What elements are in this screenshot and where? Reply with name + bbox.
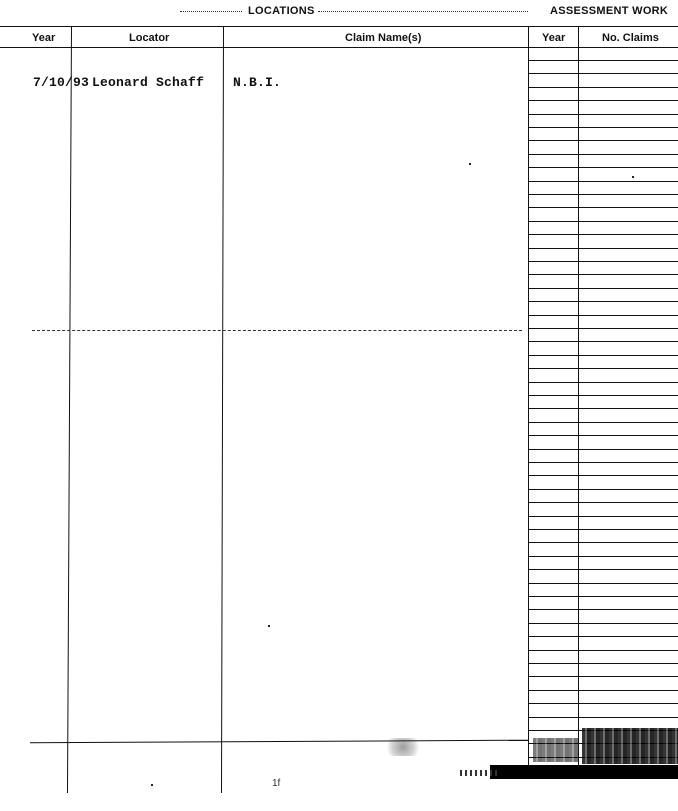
assessment-work-row-rule	[528, 395, 678, 396]
assessment-work-row-rule	[528, 274, 678, 275]
assessment-work-row-rule	[528, 650, 678, 651]
header-bottom-rule	[0, 47, 678, 48]
assessment-work-row-rule	[528, 542, 678, 543]
footer-note-mark: 1f	[272, 778, 281, 789]
column-header-claim-names: Claim Name(s)	[345, 32, 422, 44]
assessment-work-row-rule	[528, 328, 678, 329]
assessment-work-row-rule	[528, 315, 678, 316]
assessment-work-row-rule	[528, 690, 678, 691]
assessment-work-row-rule	[528, 221, 678, 222]
assessment-work-row-rule	[528, 288, 678, 289]
assessment-work-row-rule	[528, 636, 678, 637]
scan-artifact-bottom-bar	[490, 765, 678, 779]
assessment-work-row-rule	[528, 154, 678, 155]
assessment-work-row-rule	[528, 234, 678, 235]
assessment-work-row-rule	[528, 435, 678, 436]
assessment-work-row-rule	[528, 529, 678, 530]
column-header-locator: Locator	[129, 32, 170, 44]
assessment-work-row-rule	[528, 422, 678, 423]
assessment-work-row-rule	[528, 475, 678, 476]
assessment-work-row-rule	[528, 127, 678, 128]
assessment-work-row-rule	[528, 516, 678, 517]
entry-claim-name: N.B.I.	[233, 75, 282, 90]
scan-artifact-center-smudge	[383, 738, 423, 756]
divider-claim-aw-year	[528, 27, 529, 765]
mid-page-separator	[32, 330, 522, 331]
assessment-work-row-rule	[528, 181, 678, 182]
scan-artifact-block-right	[582, 728, 678, 764]
assessment-work-section-title: ASSESSMENT WORK	[550, 5, 669, 17]
speck-mark	[632, 176, 634, 178]
divider-year-locator	[67, 27, 72, 793]
divider-aw-year-no-claims	[578, 27, 579, 765]
assessment-work-row-rule	[528, 408, 678, 409]
header-scan-dots-mid	[318, 11, 528, 12]
column-header-year: Year	[32, 32, 56, 44]
assessment-work-row-rule	[528, 569, 678, 570]
assessment-work-row-rule	[528, 248, 678, 249]
speck-mark	[151, 784, 153, 786]
assessment-work-row-rule	[528, 502, 678, 503]
column-header-aw-year: Year	[542, 32, 566, 44]
assessment-work-row-rule	[528, 60, 678, 61]
speck-mark	[469, 163, 471, 165]
assessment-work-row-rule	[528, 73, 678, 74]
assessment-work-row-rule	[528, 140, 678, 141]
assessment-work-row-rule	[528, 382, 678, 383]
assessment-work-row-rule	[528, 114, 678, 115]
assessment-work-row-rule	[528, 556, 678, 557]
assessment-work-row-rule	[528, 623, 678, 624]
assessment-work-row-rule	[528, 207, 678, 208]
assessment-work-row-rule	[528, 355, 678, 356]
assessment-work-row-rule	[528, 449, 678, 450]
speck-mark	[268, 625, 270, 627]
assessment-work-row-rule	[528, 663, 678, 664]
assessment-work-row-rule	[528, 341, 678, 342]
entry-year: 7/10/93	[33, 75, 90, 90]
assessment-work-row-rule	[528, 368, 678, 369]
assessment-work-row-rule	[528, 583, 678, 584]
assessment-work-row-rule	[528, 194, 678, 195]
assessment-work-row-rule	[528, 261, 678, 262]
assessment-work-row-rule	[528, 676, 678, 677]
assessment-work-row-rule	[528, 167, 678, 168]
assessment-work-row-rule	[528, 703, 678, 704]
scan-artifact-block-left	[533, 738, 578, 762]
assessment-work-row-rule	[528, 462, 678, 463]
assessment-work-row-rule	[528, 87, 678, 88]
divider-locator-claim	[221, 27, 224, 793]
scan-artifact-bottom-fade	[460, 770, 500, 776]
lower-separator	[30, 740, 528, 744]
assessment-work-row-rule	[528, 100, 678, 101]
header-scan-dots-left	[180, 11, 242, 12]
assessment-work-row-rule	[528, 489, 678, 490]
assessment-work-row-rule	[528, 301, 678, 302]
assessment-work-row-rule	[528, 596, 678, 597]
entry-locator: Leonard Schaff	[92, 75, 205, 90]
assessment-work-row-rule	[528, 609, 678, 610]
locations-section-title: LOCATIONS	[248, 5, 315, 17]
column-header-aw-no-claims: No. Claims	[602, 32, 659, 44]
header-top-rule	[0, 26, 678, 27]
assessment-work-row-rule	[528, 717, 678, 718]
